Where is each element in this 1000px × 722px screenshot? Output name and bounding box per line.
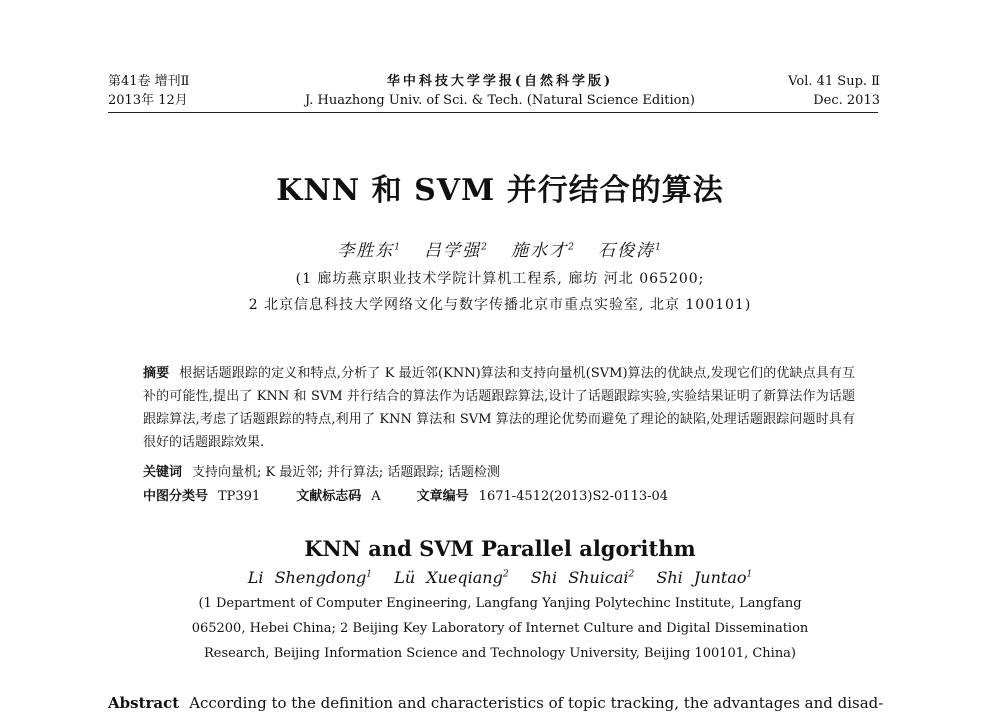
- clc-value: TP391: [218, 489, 261, 504]
- article-no-value: 1671-4512(2013)S2-0113-04: [478, 489, 669, 504]
- paper-title: KNN 和 SVM 并行结合的算法: [276, 173, 724, 208]
- affiliation-cn-line1: (1 廊坊燕京职业技术学院计算机工程系, 廊坊 河北 065200;: [295, 271, 705, 287]
- publication-date-en: Dec. 2013: [813, 93, 880, 108]
- header-divider: [108, 112, 878, 113]
- authors-en: [0, 568, 1000, 587]
- author-cn: 施水才$^2$: [511, 241, 576, 261]
- author-en: Shi Juntao$^1$: [656, 568, 753, 587]
- keywords-cn-label: 关键词: [143, 465, 183, 480]
- keywords-cn: [143, 461, 500, 480]
- doc-code-label: 文献标志码: [296, 489, 362, 504]
- author-en: Li Shengdong$^1$: [247, 568, 373, 587]
- affiliation-en-line1: (1 Department of Computer Engineering, Langfang Yanjing Polytechinc Institute, Langfang: [198, 596, 802, 611]
- clc-label: 中图分类号: [143, 489, 209, 504]
- volume-info: [108, 72, 190, 110]
- author-cn: 吕学强$^2$: [424, 241, 489, 261]
- affiliation-en-line3: Research, Beijing Information Science and Technology University, Beijing 100101, China): [203, 646, 797, 661]
- publication-date: 2013年 12月: [108, 93, 188, 108]
- affiliation-en-line2: 065200, Hebei China; 2 Beijing Key Laboratory of Internet Culture and Digital Dissemination: [191, 621, 809, 636]
- author-cn: 石俊涛$^1$: [598, 241, 663, 261]
- volume-issue-en: Vol. 41 Sup. Ⅱ: [788, 74, 880, 89]
- author-en: Lü Xueqiang$^2$: [394, 568, 509, 587]
- author-cn: 李胜东$^1$: [337, 241, 402, 261]
- article-no-label: 文章编号: [416, 489, 469, 504]
- author-en: Shi Shuicai$^2$: [530, 568, 635, 587]
- abstract-en: [108, 694, 888, 712]
- journal-name: [300, 72, 700, 110]
- abstract-cn-text: 根据话题跟踪的定义和特点,分析了 K 最近邻(KNN)算法和支持向量机(SVM)算法的优缺点,发现它们的优缺点具有互补的可能性,提出了 KNN 和 SVM 并行结合的算法作为话题跟踪算法,设计了话题跟踪实验,实验结果证明了新算法作为话题跟踪算法,考虑了话题跟踪的特点,利用了 KNN 算法和 SVM 算法的理论优势而避免了理论的缺陷,处理话题跟踪问题时具有很好的话题跟踪效果.: [143, 366, 855, 450]
- abstract-cn-label: 摘要: [143, 366, 170, 381]
- paper-title-en: KNN and SVM Parallel algorithm: [304, 536, 696, 561]
- affiliation-cn-line2: 2 北京信息科技大学网络文化与数字传播北京市重点实验室, 北京 100101): [248, 297, 752, 313]
- journal-name-cn: 华中科技大学学报(自然科学版): [386, 74, 614, 89]
- journal-name-en: J. Huazhong Univ. of Sci. & Tech. (Natural Science Edition): [305, 93, 695, 108]
- keywords-cn-text: 支持向量机; K 最近邻; 并行算法; 话题跟踪; 话题检测: [192, 465, 500, 480]
- abstract-cn: [143, 362, 855, 454]
- volume-info-en: [788, 72, 880, 110]
- doc-code-value: A: [371, 489, 381, 504]
- authors-cn: [0, 236, 1000, 261]
- volume-issue: 第41卷 增刊Ⅱ: [108, 74, 190, 89]
- classification-line: [143, 485, 668, 504]
- abstract-en-text: According to the definition and characteristics of topic tracking, the advantages and disad-: [189, 694, 884, 712]
- abstract-en-label: Abstract: [108, 694, 180, 712]
